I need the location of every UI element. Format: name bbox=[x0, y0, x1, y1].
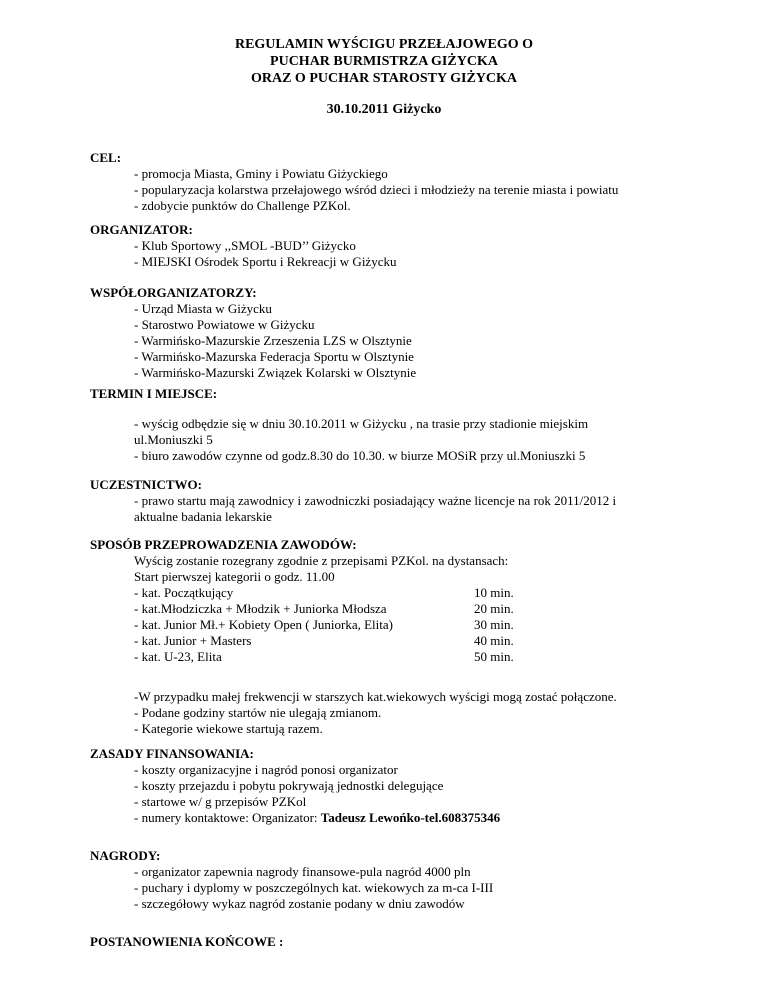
list-item: - zdobycie punktów do Challenge PZKol. bbox=[134, 198, 351, 213]
section-organizator bbox=[90, 222, 730, 270]
section-heading: NAGRODY: bbox=[90, 848, 161, 863]
list-item: - startowe w/ g przepisów PZKol bbox=[134, 794, 307, 809]
note-item: -W przypadku małej frekwencji w starszych kat.wiekowych wyścigi mogą zostać połączone. bbox=[134, 689, 617, 704]
list-item: - promocja Miasta, Gminy i Powiatu Giżyckiego bbox=[134, 166, 388, 181]
category-time: 20 min. bbox=[474, 601, 514, 616]
category-name: - kat. Junior + Masters bbox=[134, 633, 252, 648]
section-nagrody bbox=[90, 848, 730, 912]
section-heading: ZASADY FINANSOWANIA: bbox=[90, 746, 254, 761]
list-item: - szczegółowy wykaz nagród zostanie podany w dniu zawodów bbox=[134, 896, 465, 911]
note-item: - Kategorie wiekowe startują razem. bbox=[134, 721, 323, 736]
section-heading: TERMIN I MIEJSCE: bbox=[90, 386, 218, 401]
list-item: aktualne badania lekarskie bbox=[134, 509, 272, 524]
list-item: - MIEJSKI Ośrodek Sportu i Rekreacji w Giżycku bbox=[134, 254, 397, 269]
category-time: 10 min. bbox=[474, 585, 514, 600]
list-item: - koszty organizacyjne i nagród ponosi organizator bbox=[134, 762, 398, 777]
list-item: - Warmińsko-Mazurskie Zrzeszenia LZS w Olsztynie bbox=[134, 333, 412, 348]
category-name: - kat. Początkujący bbox=[134, 585, 234, 600]
category-row bbox=[90, 649, 730, 665]
contact-prefix: - numery kontaktowe: Organizator: bbox=[134, 810, 321, 825]
intro-text: Wyścig zostanie rozegrany zgodnie z przepisami PZKol. na dystansach: bbox=[134, 553, 509, 568]
category-name: - kat. U-23, Elita bbox=[134, 649, 222, 664]
document-title bbox=[0, 36, 768, 87]
category-name: - kat. Junior Mł.+ Kobiety Open ( Juniorka, Elita) bbox=[134, 617, 393, 632]
section-heading: ORGANIZATOR: bbox=[90, 222, 193, 237]
list-item: - popularyzacja kolarstwa przełajowego wśród dzieci i młodzieży na terenie miasta i powiatu bbox=[134, 182, 619, 197]
category-row bbox=[90, 633, 730, 649]
category-time: 40 min. bbox=[474, 633, 514, 648]
list-item: - prawo startu mają zawodnicy i zawodniczki posiadający ważne licencje na rok 2011/2012 i bbox=[134, 493, 617, 508]
section-heading: POSTANOWIENIA KOŃCOWE : bbox=[90, 934, 284, 949]
category-name: - kat.Młodziczka + Młodzik + Juniorka Młodsza bbox=[134, 601, 387, 616]
section-cel bbox=[90, 150, 730, 214]
category-time: 30 min. bbox=[474, 617, 514, 632]
title-line-3: ORAZ O PUCHAR STAROSTY GIŻYCKA bbox=[250, 71, 518, 86]
section-postanowienia bbox=[90, 934, 730, 950]
section-sposob bbox=[90, 537, 730, 737]
title-line-2: PUCHAR BURMISTRZA GIŻYCKA bbox=[270, 54, 498, 69]
note-item: - Podane godziny startów nie ulegają zmianom. bbox=[134, 705, 382, 720]
category-row bbox=[90, 585, 730, 601]
section-wspolorganizatorzy bbox=[90, 285, 730, 381]
list-item: - organizator zapewnia nagrody finansowe-pula nagród 4000 pln bbox=[134, 864, 471, 879]
event-date: 30.10.2011 Giżycko bbox=[326, 102, 442, 117]
intro-text: Start pierwszej kategorii o godz. 11.00 bbox=[134, 569, 335, 584]
list-item: - puchary i dyplomy w poszczególnych kat. wiekowych za m-ca I-III bbox=[134, 880, 494, 895]
contact-name: Tadeusz Lewońko-tel.608375346 bbox=[320, 810, 501, 825]
category-row bbox=[90, 617, 730, 633]
section-heading: UCZESTNICTWO: bbox=[90, 477, 202, 492]
section-termin bbox=[90, 386, 730, 464]
list-item: - Warmińsko-Mazurska Federacja Sportu w Olsztynie bbox=[134, 349, 414, 364]
title-line-1: REGULAMIN WYŚCIGU PRZEŁAJOWEGO O bbox=[234, 37, 534, 52]
list-item: - koszty przejazdu i pobytu pokrywają jednostki delegujące bbox=[134, 778, 444, 793]
section-uczestnictwo bbox=[90, 477, 730, 525]
contact-line bbox=[90, 810, 730, 826]
list-item: - Warmińsko-Mazurski Związek Kolarski w Olsztynie bbox=[134, 365, 417, 380]
list-item: - Klub Sportowy ,,SMOL -BUD’’ Giżycko bbox=[134, 238, 356, 253]
list-item: - Starostwo Powiatowe w Giżycku bbox=[134, 317, 315, 332]
category-time: 50 min. bbox=[474, 649, 514, 664]
section-heading: SPOSÓB PRZEPROWADZENIA ZAWODÓW: bbox=[90, 537, 357, 552]
section-zasady bbox=[90, 746, 730, 826]
list-item: - biuro zawodów czynne od godz.8.30 do 10.30. w biurze MOSiR przy ul.Moniuszki 5 bbox=[134, 448, 586, 463]
section-heading: WSPÓŁORGANIZATORZY: bbox=[90, 285, 257, 300]
section-heading: CEL: bbox=[90, 150, 122, 165]
category-row bbox=[90, 601, 730, 617]
list-item: - wyścig odbędzie się w dniu 30.10.2011 w Giżycku , na trasie przy stadionie miejskim bbox=[134, 416, 589, 431]
list-item: - Urząd Miasta w Giżycku bbox=[134, 301, 272, 316]
list-item: ul.Moniuszki 5 bbox=[134, 432, 213, 447]
